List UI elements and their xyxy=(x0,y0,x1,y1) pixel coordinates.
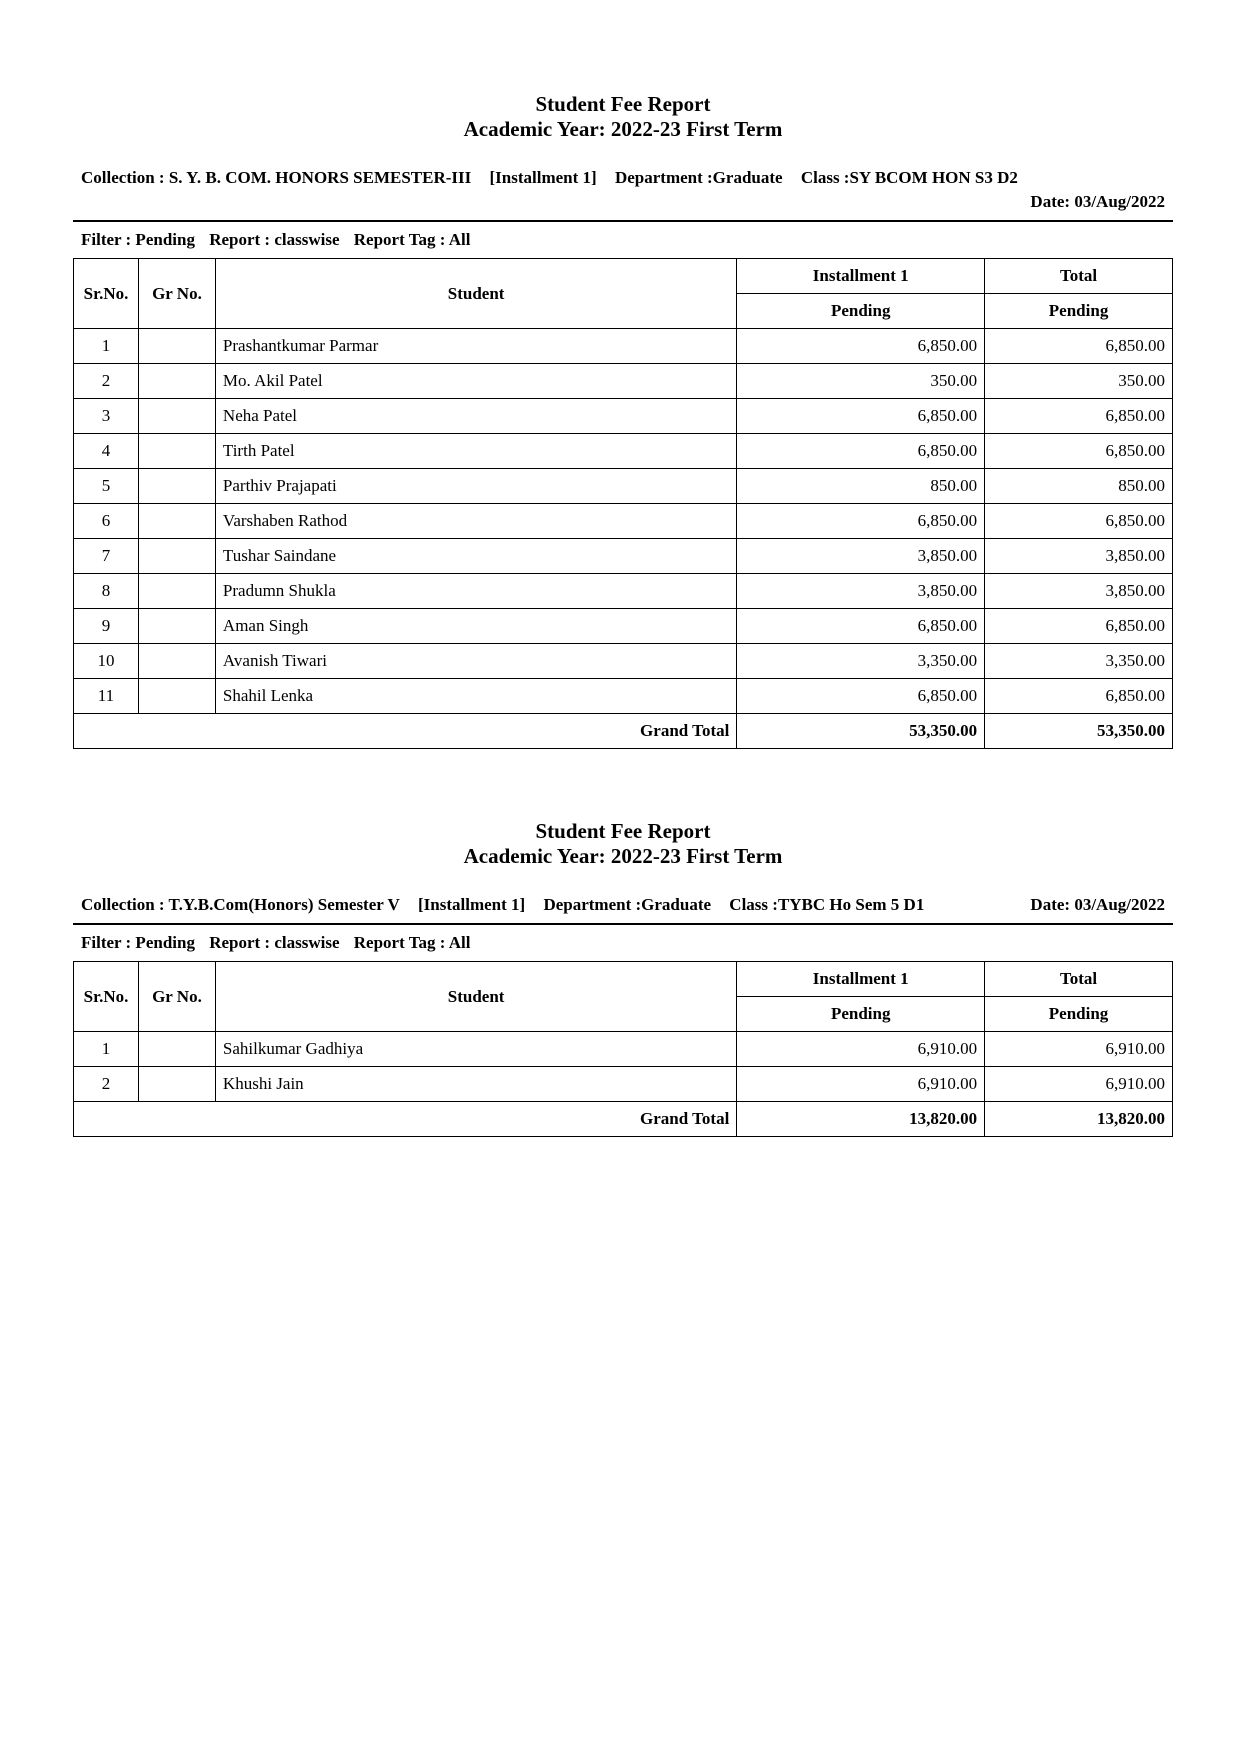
report-title: Student Fee Report xyxy=(535,819,711,843)
divider xyxy=(73,220,1173,222)
report-tag-label: Report Tag : All xyxy=(353,933,471,952)
cell-total-pending: 3,850.00 xyxy=(985,539,1173,574)
header-grno: Gr No. xyxy=(138,962,215,1032)
cell-grno xyxy=(138,1032,215,1067)
header-pending-installment: Pending xyxy=(737,294,985,329)
table-row xyxy=(74,329,1173,364)
table-row xyxy=(74,574,1173,609)
cell-installment-pending: 350.00 xyxy=(737,364,985,399)
cell-srno: 2 xyxy=(74,1067,139,1102)
cell-srno: 4 xyxy=(74,434,139,469)
cell-installment-pending: 3,850.00 xyxy=(737,539,985,574)
collection-label: Collection : S. Y. B. COM. HONORS SEMESTER-III xyxy=(81,168,472,187)
cell-total-pending: 6,850.00 xyxy=(985,329,1173,364)
grand-total-row xyxy=(74,714,1173,749)
header-total: Total xyxy=(985,962,1173,997)
cell-total-pending: 6,910.00 xyxy=(985,1032,1173,1067)
cell-srno: 11 xyxy=(74,679,139,714)
cell-installment-pending: 3,350.00 xyxy=(737,644,985,679)
cell-installment-pending: 6,850.00 xyxy=(737,609,985,644)
cell-srno: 7 xyxy=(74,539,139,574)
table-row xyxy=(74,644,1173,679)
table-body xyxy=(74,329,1173,714)
cell-total-pending: 6,850.00 xyxy=(985,609,1173,644)
academic-year: Academic Year: 2022-23 First Term xyxy=(463,117,783,141)
cell-grno xyxy=(138,364,215,399)
cell-installment-pending: 6,850.00 xyxy=(737,434,985,469)
table-row xyxy=(74,1032,1173,1067)
cell-srno: 2 xyxy=(74,364,139,399)
cell-student-name: Mo. Akil Patel xyxy=(215,364,736,399)
header-total: Total xyxy=(985,259,1173,294)
grand-total-total: 53,350.00 xyxy=(985,714,1173,749)
table-row xyxy=(74,609,1173,644)
cell-student-name: Sahilkumar Gadhiya xyxy=(215,1032,736,1067)
fee-report-section xyxy=(73,819,1173,1137)
cell-student-name: Aman Singh xyxy=(215,609,736,644)
report-title: Student Fee Report xyxy=(535,92,711,116)
cell-grno xyxy=(138,329,215,364)
header-pending-total: Pending xyxy=(985,294,1173,329)
cell-grno xyxy=(138,539,215,574)
cell-total-pending: 6,910.00 xyxy=(985,1067,1173,1102)
report-tag-label: Report Tag : All xyxy=(353,230,471,249)
header-installment: Installment 1 xyxy=(737,259,985,294)
cell-total-pending: 6,850.00 xyxy=(985,434,1173,469)
divider xyxy=(73,923,1173,925)
cell-total-pending: 6,850.00 xyxy=(985,679,1173,714)
cell-grno xyxy=(138,574,215,609)
department-label: Department :Graduate xyxy=(543,895,712,914)
header-srno: Sr.No. xyxy=(74,259,139,329)
cell-srno: 1 xyxy=(74,329,139,364)
table-body xyxy=(74,1032,1173,1102)
class-label: Class :TYBC Ho Sem 5 D1 xyxy=(729,895,925,914)
grand-total-installment: 13,820.00 xyxy=(737,1102,985,1137)
table-row xyxy=(74,539,1173,574)
installment-label: [Installment 1] xyxy=(489,168,597,187)
grand-total-row xyxy=(74,1102,1173,1137)
table-row xyxy=(74,504,1173,539)
fee-report-section xyxy=(73,92,1173,749)
report-type-label: Report : classwise xyxy=(209,230,340,249)
academic-year: Academic Year: 2022-23 First Term xyxy=(463,844,783,868)
cell-total-pending: 850.00 xyxy=(985,469,1173,504)
cell-grno xyxy=(138,399,215,434)
table-row xyxy=(74,1067,1173,1102)
cell-student-name: Pradumn Shukla xyxy=(215,574,736,609)
department-label: Department :Graduate xyxy=(614,168,783,187)
cell-student-name: Varshaben Rathod xyxy=(215,504,736,539)
header-grno: Gr No. xyxy=(138,259,215,329)
cell-grno xyxy=(138,609,215,644)
header-pending-installment: Pending xyxy=(737,997,985,1032)
table-row xyxy=(74,364,1173,399)
filter-label: Filter : Pending xyxy=(81,933,195,952)
cell-srno: 9 xyxy=(74,609,139,644)
cell-student-name: Parthiv Prajapati xyxy=(215,469,736,504)
header-student: Student xyxy=(215,259,736,329)
report-type-label: Report : classwise xyxy=(209,933,340,952)
cell-installment-pending: 6,910.00 xyxy=(737,1032,985,1067)
installment-label: [Installment 1] xyxy=(417,895,526,914)
class-label: Class :SY BCOM HON S3 D2 xyxy=(800,168,1018,187)
header-installment: Installment 1 xyxy=(737,962,985,997)
cell-grno xyxy=(138,1067,215,1102)
cell-total-pending: 350.00 xyxy=(985,364,1173,399)
cell-installment-pending: 6,850.00 xyxy=(737,679,985,714)
cell-installment-pending: 6,850.00 xyxy=(737,399,985,434)
grand-total-installment: 53,350.00 xyxy=(737,714,985,749)
filter-info xyxy=(73,228,1173,252)
cell-student-name: Shahil Lenka xyxy=(215,679,736,714)
cell-grno xyxy=(138,504,215,539)
table-row xyxy=(74,679,1173,714)
collection-info xyxy=(73,166,1173,214)
cell-installment-pending: 6,850.00 xyxy=(737,504,985,539)
table-row xyxy=(74,434,1173,469)
filter-info xyxy=(73,931,1173,955)
report-date: Date: 03/Aug/2022 xyxy=(1030,895,1165,914)
header-srno: Sr.No. xyxy=(74,962,139,1032)
cell-grno xyxy=(138,434,215,469)
cell-srno: 8 xyxy=(74,574,139,609)
table-row xyxy=(74,469,1173,504)
cell-grno xyxy=(138,644,215,679)
fee-table xyxy=(73,961,1173,1137)
cell-installment-pending: 850.00 xyxy=(737,469,985,504)
cell-srno: 10 xyxy=(74,644,139,679)
cell-student-name: Prashantkumar Parmar xyxy=(215,329,736,364)
collection-label: Collection : T.Y.B.Com(Honors) Semester V xyxy=(81,895,400,914)
collection-info xyxy=(73,893,1173,917)
cell-srno: 6 xyxy=(74,504,139,539)
header-student: Student xyxy=(215,962,736,1032)
grand-total-label: Grand Total xyxy=(74,1102,737,1137)
cell-srno: 5 xyxy=(74,469,139,504)
header-pending-total: Pending xyxy=(985,997,1173,1032)
report-date: Date: 03/Aug/2022 xyxy=(1030,192,1165,211)
cell-srno: 3 xyxy=(74,399,139,434)
cell-grno xyxy=(138,679,215,714)
grand-total-total: 13,820.00 xyxy=(985,1102,1173,1137)
cell-student-name: Tirth Patel xyxy=(215,434,736,469)
cell-srno: 1 xyxy=(74,1032,139,1067)
cell-student-name: Khushi Jain xyxy=(215,1067,736,1102)
cell-total-pending: 3,350.00 xyxy=(985,644,1173,679)
grand-total-label: Grand Total xyxy=(74,714,737,749)
cell-installment-pending: 3,850.00 xyxy=(737,574,985,609)
cell-grno xyxy=(138,469,215,504)
cell-student-name: Avanish Tiwari xyxy=(215,644,736,679)
filter-label: Filter : Pending xyxy=(81,230,195,249)
cell-student-name: Neha Patel xyxy=(215,399,736,434)
cell-student-name: Tushar Saindane xyxy=(215,539,736,574)
cell-total-pending: 6,850.00 xyxy=(985,399,1173,434)
fee-table xyxy=(73,258,1173,749)
cell-total-pending: 6,850.00 xyxy=(985,504,1173,539)
table-row xyxy=(74,399,1173,434)
cell-installment-pending: 6,910.00 xyxy=(737,1067,985,1102)
cell-total-pending: 3,850.00 xyxy=(985,574,1173,609)
cell-installment-pending: 6,850.00 xyxy=(737,329,985,364)
